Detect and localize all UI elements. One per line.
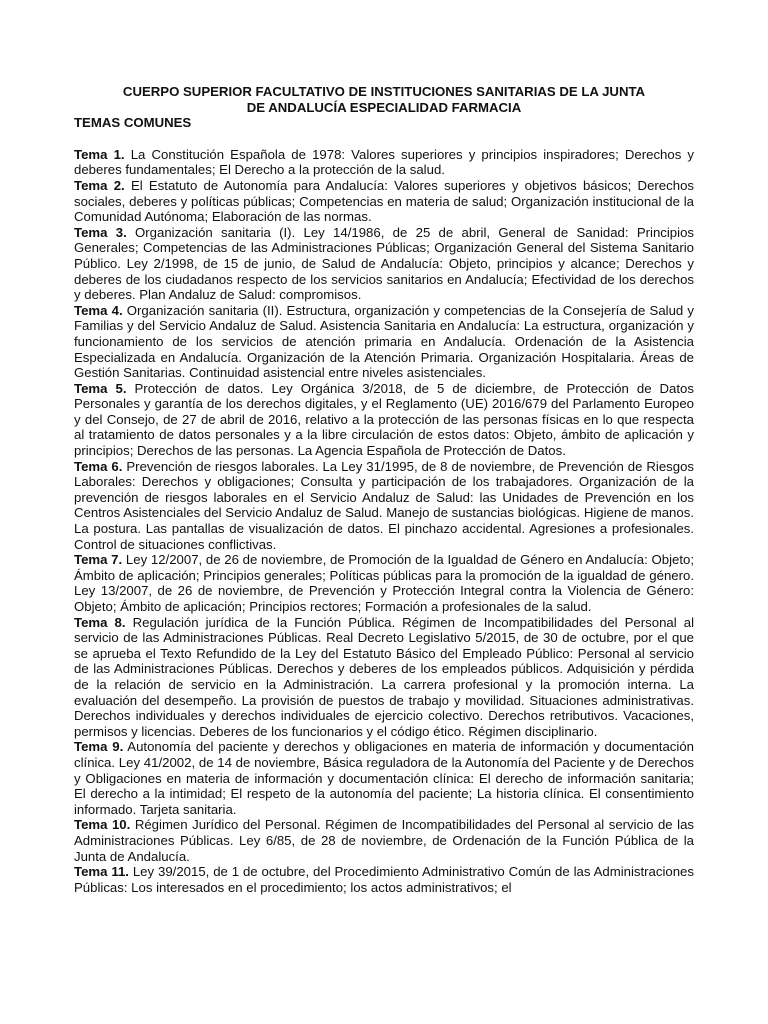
tema-label: Tema 5. — [74, 380, 127, 396]
tema-label: Tema 6. — [74, 458, 123, 474]
tema-text: Organización sanitaria (I). Ley 14/1986, de 25 de abril, General de Sanidad: Principios Generales; Competencias de las Administraciones Públicas; Organización General del Sistema Sanitario Público. Ley 2/1998, de 15 de junio, de Salud de Andalucía: Objeto, principios y alcance; Derechos y deberes de los ciudadanos respecto de los servicios sanitarios en Andalucía; Efectividad de los derechos y deberes. Plan Andaluz de Salud: compromisos. — [74, 224, 694, 303]
tema-9 — [74, 739, 694, 817]
tema-text: Organización sanitaria (II). Estructura, organización y competencias de la Consejería de Salud y Familias y del Servicio Andaluz de Salud. Asistencia Sanitaria en Andalucía: La estructura, organización y funcionamiento de los servicios de atención primaria en Andalucía. Ordenación de la Asistencia Especializada en Andalucía. Organización de la Atención Primaria. Organización Hospitalaria. Áreas de Gestión Sanitarias. Continuidad asistencial entre niveles asistenciales. — [74, 302, 694, 381]
tema-label: Tema 4. — [74, 302, 123, 318]
tema-6 — [74, 459, 694, 553]
tema-label: Tema 3. — [74, 224, 127, 240]
tema-label: Tema 8. — [74, 614, 126, 630]
tema-label: Tema 11. — [74, 864, 129, 880]
tema-5 — [74, 381, 694, 459]
tema-text: Régimen Jurídico del Personal. Régimen de Incompatibilidades del Personal al servicio de las Administraciones Públicas. Ley 6/85, de 28 de noviembre, de Ordenación de la Función Pública de la Junta de Andalucía. — [74, 817, 694, 864]
tema-2 — [74, 178, 694, 225]
tema-label: Tema 9. — [74, 739, 124, 755]
tema-7 — [74, 552, 694, 614]
tema-4 — [74, 303, 694, 381]
tema-label: Tema 2. — [74, 177, 125, 193]
tema-label: Tema 7. — [74, 552, 123, 568]
tema-text: Regulación jurídica de la Función Pública. Régimen de Incompatibilidades del Personal al servicio de las Administraciones Públicas. Real Decreto Legislativo 5/2015, de 30 de octubre, por el que se aprueba el Texto Refundido de la Ley del Estatuto Básico del Empleado Público: Personal al servicio de las Administraciones Públicas. Derechos y deberes de los empleados públicos. Adquisición y pérdida de la relación de servicio en la Administración. La carrera profesional y la promoción interna. La evaluación del desempeño. La provisión de puestos de trabajo y movilidad. Situaciones administrativas. Derechos individuales y derechos individuales de ejercicio colectivo. Derechos retributivos. Vacaciones, permisos y licencias. Deberes de los funcionarios y el código ético. Régimen disciplinario. — [74, 614, 694, 739]
tema-text: Ley 12/2007, de 26 de noviembre, de Promoción de la Igualdad de Género en Andalucía: Objeto; Ámbito de aplicación; Principios generales; Políticas públicas para la promoción de la igualdad de género. Ley 13/2007, de 26 de noviembre, de Prevención y Protección Integral contra la Violencia de Género: Objeto; Ámbito de aplicación; Principios rectores; Formación a profesionales de la salud. — [74, 552, 694, 614]
tema-10 — [74, 817, 694, 864]
tema-text: Protección de datos. Ley Orgánica 3/2018, de 5 de diciembre, de Protección de Datos Personales y garantía de los derechos digitales, y el Reglamento (UE) 2016/679 del Parlamento Europeo y del Consejo, de 27 de abril de 2016, relativo a la protección de las personas físicas en lo que respecta al tratamiento de datos personales y a la libre circulación de estos datos: Objeto, ámbito de aplicación y principios; Derechos de las personas. La Agencia Española de Protección de Datos. — [74, 380, 694, 459]
document-page — [74, 84, 694, 1024]
tema-11 — [74, 864, 694, 895]
tema-1 — [74, 147, 694, 178]
tema-text: La Constitución Española de 1978: Valores superiores y principios inspiradores; Derechos y deberes fundamentales; El Derecho a la protección de la salud. — [74, 146, 694, 178]
tema-text: Prevención de riesgos laborales. La Ley 31/1995, de 8 de noviembre, de Prevención de Riesgos Laborales: Derechos y obligaciones; Consulta y participación de los trabajadores. Organización de la prevención de riesgos laborales en el Servicio Andaluz de Salud: las Unidades de Prevención en los Centros Asistenciales del Servicio Andaluz de Salud. Manejo de sustancias biológicas. Higiene de manos. La postura. Las pantallas de visualización de datos. El pinchazo accidental. Agresiones a profesionales. Control de situaciones conflictivas. — [74, 458, 694, 552]
tema-text: Autonomía del paciente y derechos y obligaciones en materia de información y documentación clínica. Ley 41/2002, de 14 de noviembre, Básica reguladora de la Autonomía del Paciente y de Derechos y Obligaciones en materia de información y documentación clínica: El derecho de información sanitaria; El derecho a la intimidad; El respeto de la autonomía del paciente; La historia clínica. El consentimiento informado. Tarjeta sanitaria. — [74, 739, 694, 817]
section-heading: TEMAS COMUNES — [74, 115, 192, 131]
tema-8 — [74, 615, 694, 740]
tema-3 — [74, 225, 694, 303]
document-title-line-1: CUERPO SUPERIOR FACULTATIVO DE INSTITUCIONES SANITARIAS DE LA JUNTA — [122, 84, 646, 99]
tema-label: Tema 10. — [74, 817, 131, 833]
tema-text: El Estatuto de Autonomía para Andalucía: Valores superiores y objetivos básicos; Derechos sociales, deberes y políticas públicas; Competencias en materia de salud; Organización institucional de la Comunidad Autónoma; Elaboración de las normas. — [74, 177, 694, 225]
document-title-line-2: DE ANDALUCÍA ESPECIALIDAD FARMACIA — [246, 99, 522, 115]
tema-text: Ley 39/2015, de 1 de octubre, del Procedimiento Administrativo Común de las Administraciones Públicas: Los interesados en el procedimiento; los actos administrativos; el — [74, 864, 694, 895]
tema-label: Tema 1. — [74, 146, 125, 162]
